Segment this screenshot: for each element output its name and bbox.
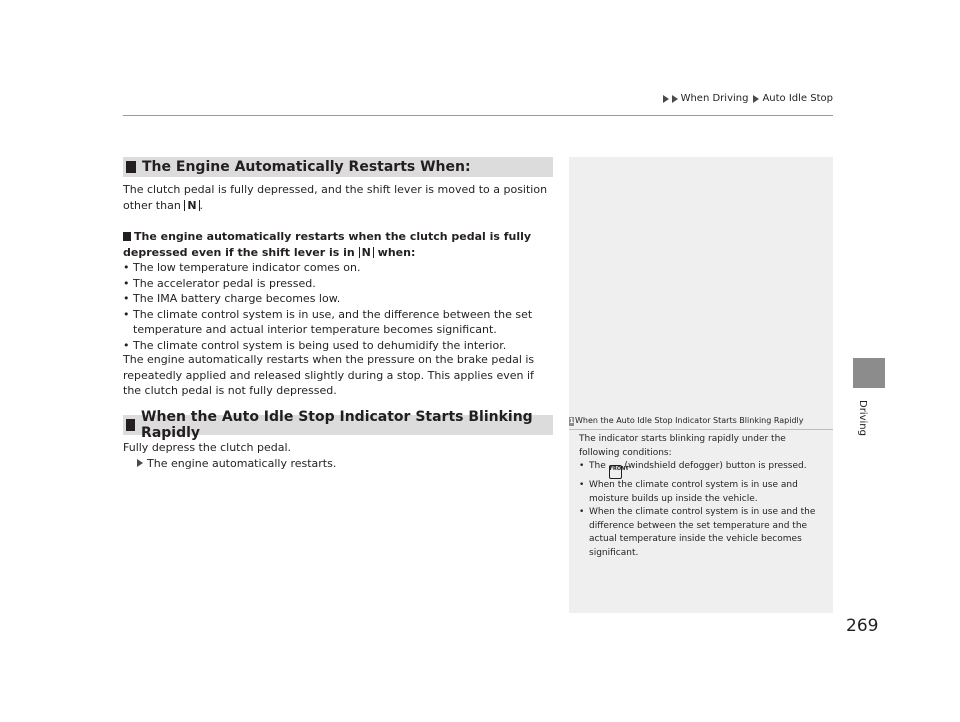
list-item: • The low temperature indicator comes on. bbox=[123, 260, 553, 276]
heading-square-icon bbox=[126, 419, 135, 431]
list-item: • When the climate control system is in use and the difference between the set temperature and the actual temperature inside the vehicle becomes significant. bbox=[579, 506, 819, 560]
note-title bbox=[569, 416, 803, 426]
list-item: • The climate control system is in use, and the difference between the set temperature and actual interior temperature becomes significant. bbox=[123, 307, 553, 338]
section2-text: Fully depress the clutch pedal. bbox=[123, 441, 292, 454]
windshield-defogger-icon: FRONT bbox=[609, 465, 622, 479]
list-item bbox=[579, 460, 819, 479]
breadcrumb-item[interactable]: When Driving bbox=[680, 93, 749, 104]
intro-period: . bbox=[199, 198, 204, 212]
section1-closing: The engine automatically restarts when the pressure on the brake pedal is repeatedly applied and released slightly during a stop. This applies even if the clutch pedal is not fully depressed. bbox=[123, 353, 535, 397]
gear-n-key: N bbox=[359, 247, 374, 258]
section1-intro bbox=[123, 182, 553, 213]
sub-heading bbox=[123, 229, 555, 260]
note-text: The bbox=[589, 461, 606, 471]
subheading-square-icon bbox=[123, 232, 131, 241]
result-text: The engine automatically restarts. bbox=[147, 457, 337, 470]
note-marker: 1 bbox=[569, 417, 574, 425]
note-list bbox=[579, 460, 819, 560]
breadcrumb bbox=[663, 93, 833, 104]
sub-heading-text: The engine automatically restarts when the clutch pedal is fully depressed even if the shift lever is in bbox=[123, 230, 532, 259]
chapter-tab-label: Driving bbox=[857, 400, 868, 436]
gear-n-key: N bbox=[184, 200, 199, 211]
result-arrow-icon bbox=[137, 459, 143, 467]
page-number: 269 bbox=[846, 616, 879, 636]
heading-square-icon bbox=[126, 161, 136, 173]
intro-text: The clutch pedal is fully depressed, and the shift lever is moved to a position other than bbox=[123, 183, 548, 212]
note-intro: The indicator starts blinking rapidly under the following conditions: bbox=[579, 434, 786, 458]
restart-conditions-list bbox=[123, 260, 553, 353]
list-item: • The IMA battery charge becomes low. bbox=[123, 291, 553, 307]
header-divider bbox=[123, 115, 833, 116]
list-item: • The climate control system is being used to dehumidify the interior. bbox=[123, 338, 553, 354]
breadcrumb-arrow-icon bbox=[753, 95, 759, 103]
breadcrumb-item[interactable]: Auto Idle Stop bbox=[762, 93, 833, 104]
breadcrumb-arrow-icon bbox=[663, 95, 669, 103]
section-heading bbox=[123, 157, 553, 177]
note-body bbox=[579, 433, 819, 560]
list-item: • When the climate control system is in use and moisture builds up inside the vehicle. bbox=[579, 479, 819, 506]
sub-heading-when: when: bbox=[377, 245, 416, 259]
list-item: • The accelerator pedal is pressed. bbox=[123, 276, 553, 292]
section-heading-text: When the Auto Idle Stop Indicator Starts Blinking Rapidly bbox=[141, 409, 533, 441]
note-divider bbox=[569, 429, 833, 430]
section-heading bbox=[123, 409, 553, 441]
breadcrumb-arrow-icon bbox=[672, 95, 678, 103]
note-text: (windshield defogger) button is pressed. bbox=[624, 461, 807, 471]
section-heading-text: The Engine Automatically Restarts When: bbox=[142, 159, 471, 175]
note-title-text: When the Auto Idle Stop Indicator Starts Blinking Rapidly bbox=[575, 416, 804, 425]
chapter-tab-marker bbox=[853, 358, 885, 388]
section2-result bbox=[137, 456, 557, 472]
